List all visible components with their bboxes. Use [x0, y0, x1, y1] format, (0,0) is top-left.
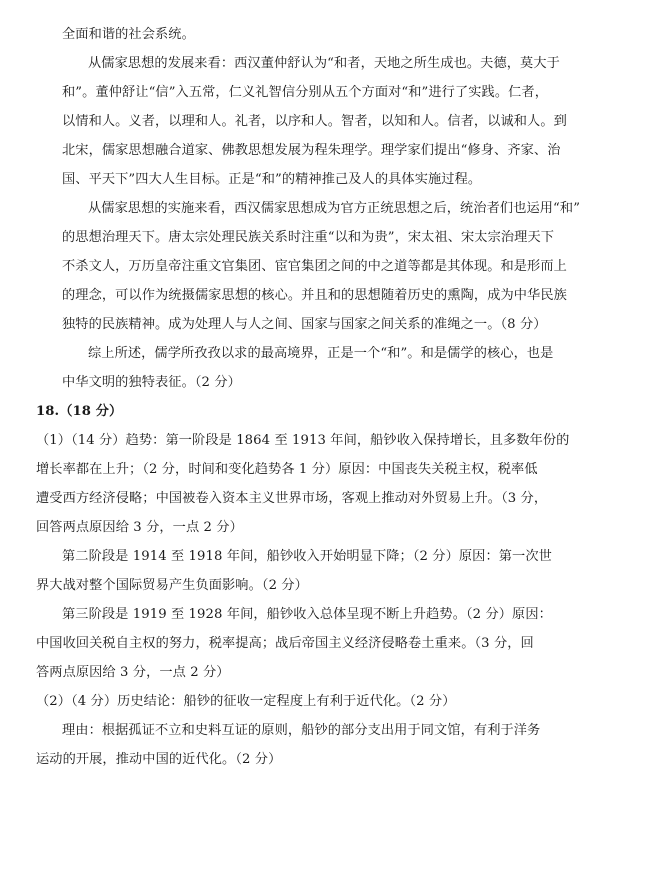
text-line: 不杀文人，万历皇帝注重文官集团、宦官集团之间的中之道等都是其体现。和是形而上: [62, 259, 567, 274]
text-line: （2）（4 分）历史结论：船钞的征收一定程度上有利于近代化。（2 分）: [36, 694, 456, 709]
text-line: 国、平天下”四大人生目标。正是“和”的精神推己及人的具体实施过程。: [62, 172, 482, 187]
text-line: 从儒家思想的发展来看：西汉董仲舒认为“和者，天地之所生成也。夫德，莫大于: [88, 56, 560, 71]
text-line: 以情和人。义者，以理和人。礼者，以序和人。智者，以知和人。信者，以诚和人。到: [62, 114, 567, 129]
text-line: 理由：根据孤证不立和史料互证的原则，船钞的部分支出用于同文馆，有利于洋务: [62, 723, 541, 738]
text-line: 第二阶段是 1914 至 1918 年间，船钞收入开始明显下降；（2 分）原因：第一次世: [62, 549, 552, 564]
question-number: 18.（18 分）: [36, 404, 123, 419]
text-line: 运动的开展，推动中国的近代化。（2 分）: [36, 752, 282, 767]
text-line: 答两点原因给 3 分，一点 2 分）: [36, 665, 230, 680]
text-line: 北宋，儒家思想融合道家、佛教思想发展为程朱理学。理学家们提出“修身、齐家、治: [62, 143, 561, 158]
text-line: 全面和谐的社会系统。: [62, 27, 195, 42]
text-line: 回答两点原因给 3 分，一点 2 分）: [36, 520, 243, 535]
text-line: 独特的民族精神。成为处理人与人之间、国家与国家之间关系的准绳之一。（8 分）: [62, 317, 547, 332]
text-line: 第三阶段是 1919 至 1928 年间，船钞收入总体呈现不断上升趋势。（2 分）原因：: [62, 607, 552, 622]
text-line: 界大战对整个国际贸易产生负面影响。（2 分）: [36, 578, 308, 593]
text-line: 遭受西方经济侵略；中国被卷入资本主义世界市场，客观上推动对外贸易上升。（3 分，: [36, 491, 548, 506]
text-line: （1）（14 分）趋势：第一阶段是 1864 至 1913 年间，船钞收入保持增长，且多数年份的: [36, 433, 570, 448]
text-line: 从儒家思想的实施来看，西汉儒家思想成为官方正统思想之后，统治者们也运用“和”: [88, 201, 581, 216]
text-line: 中国收回关税自主权的努力，税率提高；战后帝国主义经济侵略卷土重来。（3 分，回: [36, 636, 534, 651]
text-line: 的理念，可以作为统摄儒家思想的核心。并且和的思想随着历史的熏陶，成为中华民族: [62, 288, 567, 303]
text-line: 和”。董仲舒让“信”入五常，仁义礼智信分别从五个方面对“和”进行了实践。仁者，: [62, 85, 548, 100]
text-line: 中华文明的独特表征。（2 分）: [62, 375, 241, 390]
text-line: 增长率都在上升；（2 分，时间和变化趋势各 1 分）原因：中国丧失关税主权，税率低: [36, 462, 538, 477]
text-line: 综上所述，儒学所孜孜以求的最高境界，正是一个“和”。和是儒学的核心，也是: [88, 346, 554, 361]
text-line: 的思想治理天下。唐太宗处理民族关系时注重“以和为贵”，宋太祖、宋太宗治理天下: [62, 230, 555, 245]
